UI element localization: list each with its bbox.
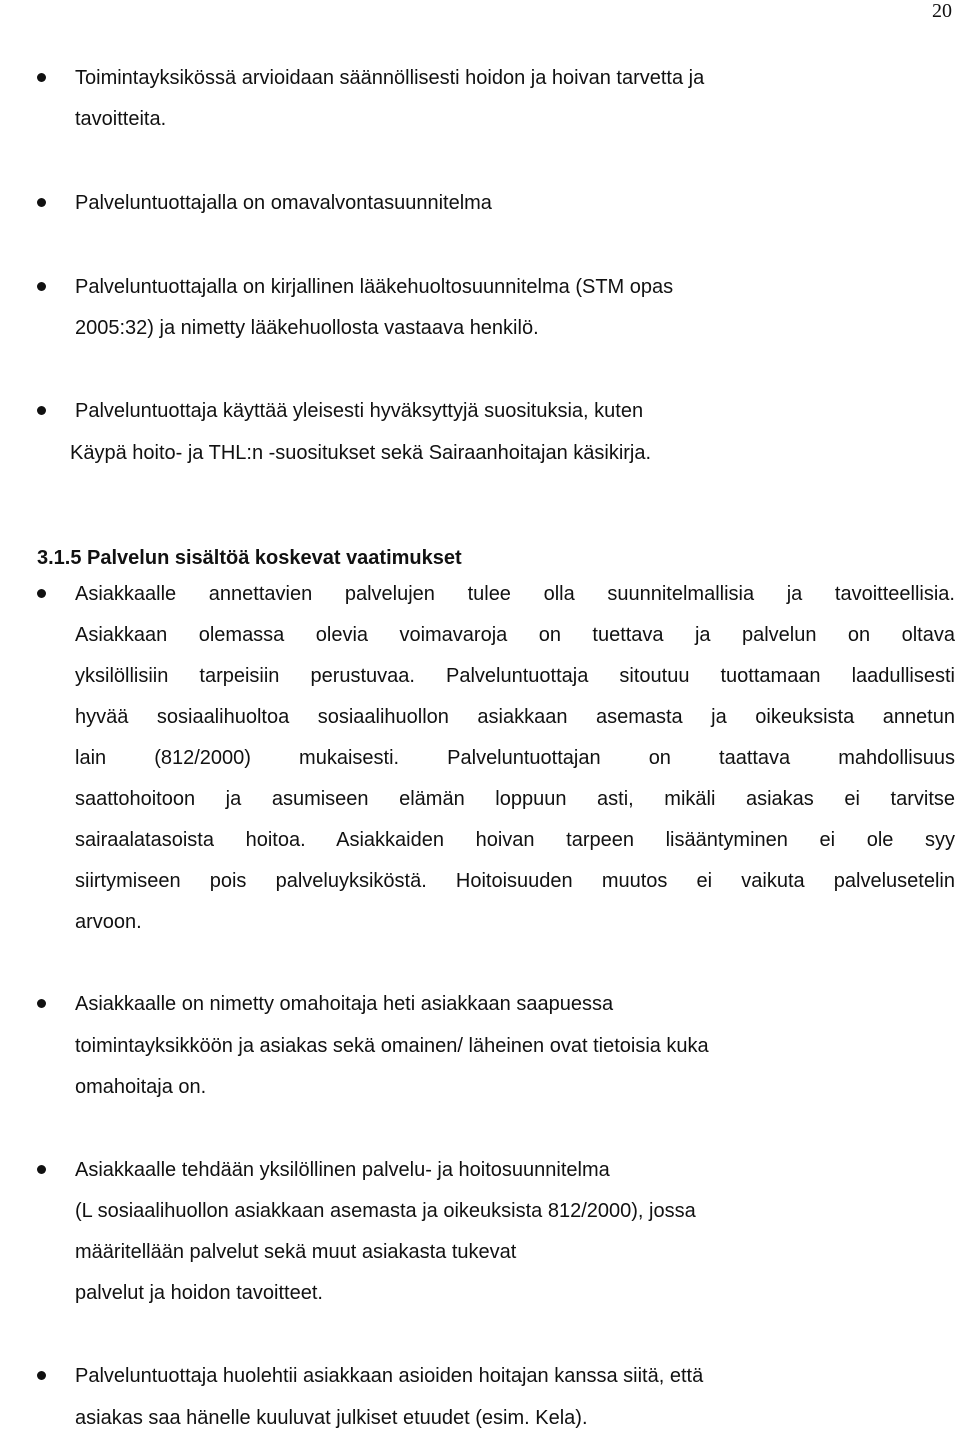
bullet-4-line-1: Palveluntuottaja käyttää yleisesti hyväksyttyjä suosituksia, kuten <box>75 400 644 422</box>
bullet-7-line-1: Palveluntuottaja huolehtii asiakkaan asioiden hoitajan kanssa siitä, että <box>75 1365 704 1387</box>
bullet-6-line-3: määritellään palvelut sekä muut asiakasta tukevat <box>75 1241 517 1263</box>
bullet-5-line-2: toimintayksikköön ja asiakas sekä omainen/ läheinen ovat tietoisia kuka <box>75 1035 709 1057</box>
paragraph-line: saattohoitoon ja asumiseen elämän loppuun asti, mikäli asiakas ei tarvitse <box>75 788 955 810</box>
section-heading: 3.1.5 Palvelun sisältöä koskevat vaatimukset <box>37 547 462 569</box>
bullet-5-line-1: Asiakkaalle on nimetty omahoitaja heti asiakkaan saapuessa <box>75 993 614 1015</box>
paragraph-line: Asiakkaalle annettavien palvelujen tulee olla suunnitelmallisia ja tavoitteellisia. <box>75 583 955 605</box>
paragraph-line: sairaalatasoista hoitoa. Asiakkaiden hoivan tarpeen lisääntyminen ei ole syy <box>75 829 955 851</box>
paragraph-line: siirtymiseen pois palveluyksiköstä. Hoitoisuuden muutos ei vaikuta palvelusetelin <box>75 870 955 892</box>
bullet-5-line-3: omahoitaja on. <box>75 1076 207 1098</box>
bullet-dot <box>37 589 46 598</box>
bullet-3-line-2: 2005:32) ja nimetty lääkehuollosta vastaava henkilö. <box>75 317 539 339</box>
bullet-dot <box>37 406 46 415</box>
bullet-6-line-4: palvelut ja hoidon tavoitteet. <box>75 1282 323 1304</box>
bullet-dot <box>37 999 46 1008</box>
bullet-dot <box>37 282 46 291</box>
bullet-7-line-2: asiakas saa hänelle kuuluvat julkiset etuudet (esim. Kela). <box>75 1407 588 1429</box>
bullet-dot <box>37 73 46 82</box>
bullet-6-line-1: Asiakkaalle tehdään yksilöllinen palvelu- ja hoitosuunnitelma <box>75 1159 610 1181</box>
bullet-dot <box>37 198 46 207</box>
bullet-dot <box>37 1165 46 1174</box>
bullet-1-line-1: Toimintayksikössä arvioidaan säännöllisesti hoidon ja hoivan tarvetta ja <box>75 67 705 89</box>
paragraph-line: arvoon. <box>75 911 142 933</box>
bullet-4-line-2: Käypä hoito- ja THL:n -suositukset sekä Sairaanhoitajan käsikirja. <box>70 442 652 464</box>
bullet-1-line-2: tavoitteita. <box>75 108 167 130</box>
bullet-dot <box>37 1371 46 1380</box>
bullet-3-line-1: Palveluntuottajalla on kirjallinen lääkehuoltosuunnitelma (STM opas <box>75 276 674 298</box>
paragraph-line: Asiakkaan olemassa olevia voimavaroja on tuettava ja palvelun on oltava <box>75 624 955 646</box>
paragraph-line: lain (812/2000) mukaisesti. Palveluntuottajan on taattava mahdollisuus <box>75 747 955 769</box>
paragraph-line: yksilöllisiin tarpeisiin perustuvaa. Palveluntuottaja sitoutuu tuottamaan laadullisesti <box>75 665 955 687</box>
bullet-6-line-2: (L sosiaalihuollon asiakkaan asemasta ja oikeuksista 812/2000), jossa <box>75 1200 696 1222</box>
bullet-2-line-1: Palveluntuottajalla on omavalvontasuunnitelma <box>75 192 492 214</box>
page-number: 20 <box>932 0 952 22</box>
paragraph-line: hyvää sosiaalihuoltoa sosiaalihuollon asiakkaan asemasta ja oikeuksista annetun <box>75 706 955 728</box>
